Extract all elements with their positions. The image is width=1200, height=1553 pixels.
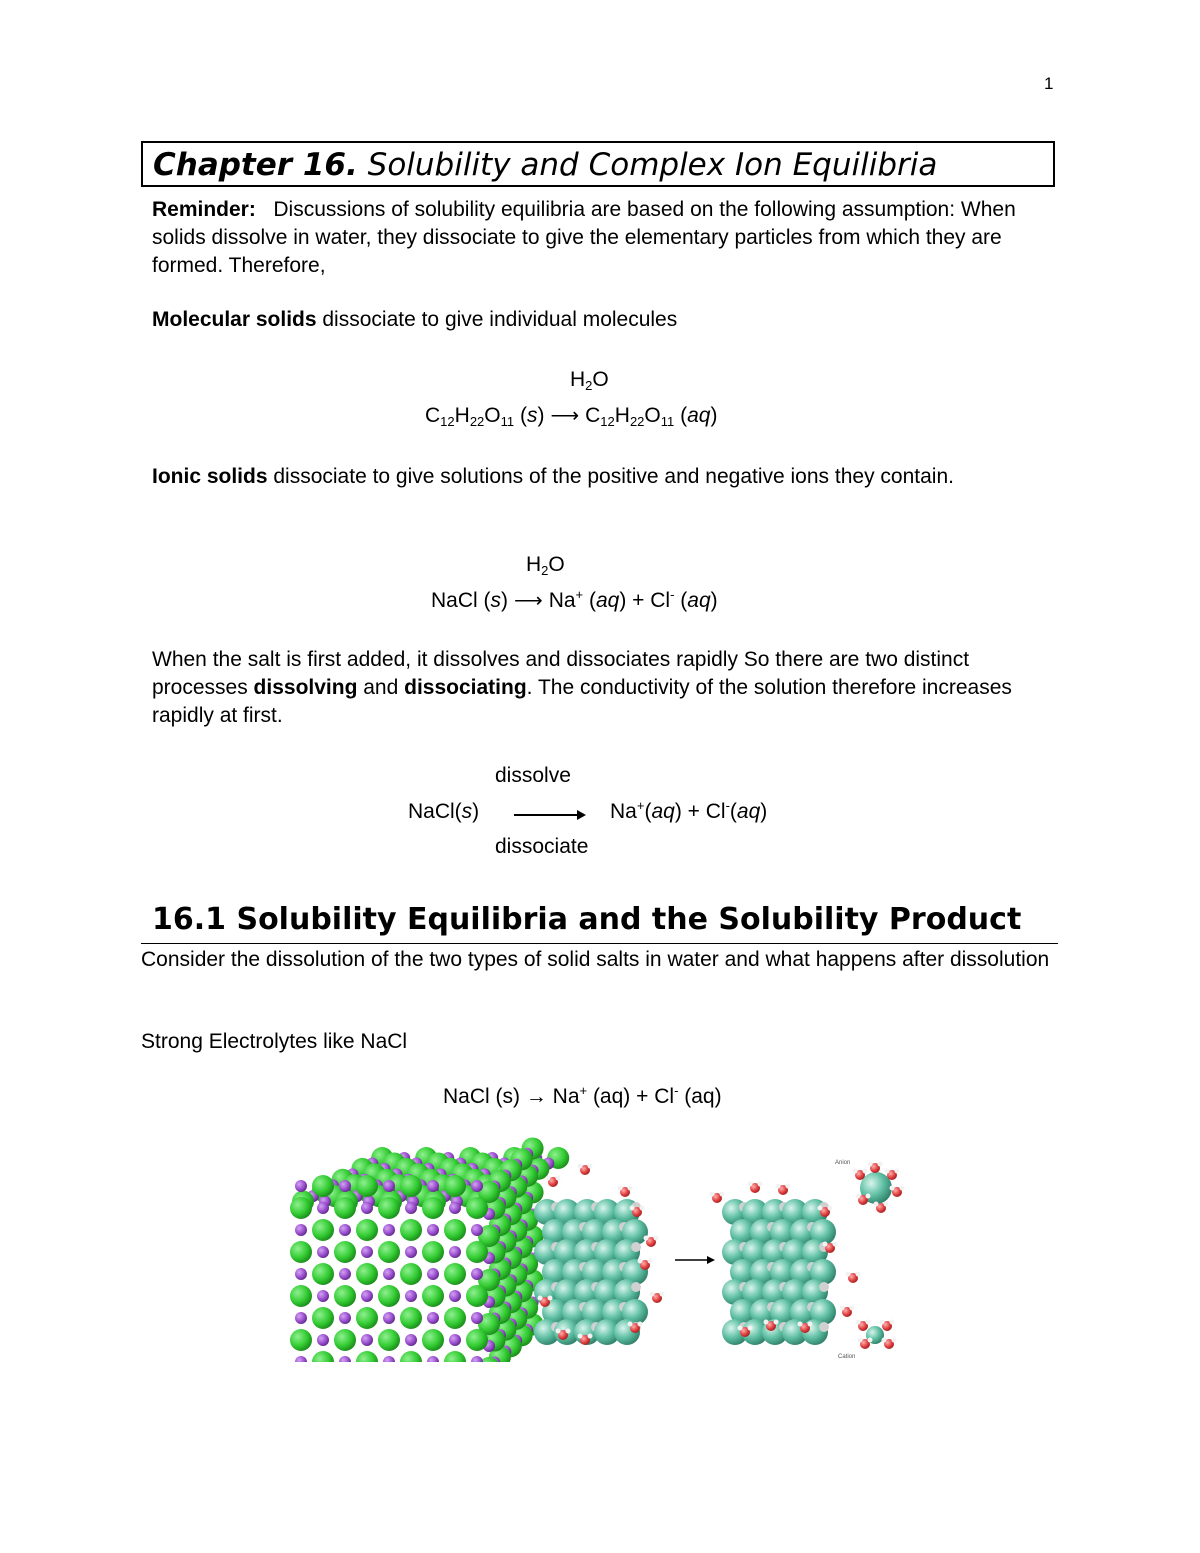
water-hydrogen <box>776 1184 781 1189</box>
eq3-state-s: s <box>461 800 473 823</box>
eq2-state-s: s <box>490 589 502 612</box>
water-hydrogen <box>882 1338 887 1343</box>
water-hydrogen <box>863 1169 868 1174</box>
molecular-paragraph <box>152 306 1032 334</box>
cl-ion <box>312 1175 334 1197</box>
na-ion <box>361 1290 373 1302</box>
salt-and: and <box>357 676 405 699</box>
eq1-state-s: s <box>526 404 538 427</box>
cl-ion <box>334 1197 356 1219</box>
water-hydrogen <box>878 1162 883 1167</box>
na-ion <box>405 1202 417 1214</box>
na-ion <box>471 1312 483 1324</box>
water-hydrogen <box>648 1259 653 1264</box>
water-hydrogen <box>720 1192 725 1197</box>
cl-ion <box>466 1241 488 1263</box>
water-hydrogen <box>880 1320 885 1325</box>
water-hydrogen <box>556 1329 561 1334</box>
water-hydrogen <box>895 1169 900 1174</box>
na-ion <box>405 1334 417 1346</box>
reminder-label: Reminder: <box>152 198 256 221</box>
cl-ion <box>378 1329 400 1351</box>
eq3-left: NaCl(s) <box>408 800 480 823</box>
water-hydrogen <box>538 1296 543 1301</box>
eq4-mid: (aq) + Cl <box>587 1085 675 1108</box>
water-hydrogen <box>833 1242 838 1247</box>
na-ion <box>339 1356 351 1362</box>
molecular-text: dissociate to give individual molecules <box>316 308 678 331</box>
na-ion <box>427 1356 439 1362</box>
water-hydrogen <box>588 1164 593 1169</box>
cl-ion <box>290 1285 312 1307</box>
water-hydrogen <box>710 1192 715 1197</box>
na-ion <box>317 1334 329 1346</box>
na-ion <box>317 1246 329 1258</box>
cl-ion <box>356 1351 378 1362</box>
cl-ion <box>312 1263 334 1285</box>
eq1-state-aq: aq <box>687 404 711 427</box>
chapter-title <box>141 141 1055 187</box>
water-hydrogen <box>650 1292 655 1297</box>
water-hydrogen <box>748 1326 753 1331</box>
eq3-aq-1: aq <box>651 800 675 823</box>
water-hydrogen <box>548 1296 553 1301</box>
eq4-plus: + <box>579 1083 588 1098</box>
na-ion <box>427 1224 439 1236</box>
water-hydrogen <box>786 1184 791 1189</box>
na-ion <box>471 1356 483 1362</box>
cl-ion <box>312 1307 334 1329</box>
eq1-arrow-icon: ⟶ <box>550 405 580 427</box>
chapter-name: Solubility and Complex Ion Equilibria <box>357 147 938 183</box>
eq3-bottom-label: dissociate <box>495 835 589 858</box>
na-ion <box>361 1334 373 1346</box>
na-ion <box>449 1246 461 1258</box>
cl-ion <box>444 1175 466 1197</box>
water-hydrogen <box>630 1206 635 1211</box>
section-heading: 16.1 Solubility Equilibria and the Solubility Product <box>152 902 1022 937</box>
water-hydrogen <box>856 1320 861 1325</box>
na-ion <box>427 1312 439 1324</box>
cl-ion <box>356 1219 378 1241</box>
water-hydrogen <box>885 1169 890 1174</box>
cl-ion <box>290 1197 312 1219</box>
water-hydrogen <box>858 1338 863 1343</box>
water-hydrogen <box>856 1272 861 1277</box>
water-hydrogen <box>546 1176 551 1181</box>
cl-ion <box>378 1241 400 1263</box>
strong-electrolytes: Strong Electrolytes like NaCl <box>141 1030 408 1053</box>
na-ion <box>317 1202 329 1214</box>
water-hydrogen <box>628 1186 633 1191</box>
ionic-text: dissociate to give solutions of the positive and negative ions they contain. <box>267 465 954 488</box>
na-ion <box>295 1356 307 1362</box>
ionic-label: Ionic solids <box>152 465 268 488</box>
water-hydrogen <box>638 1322 643 1327</box>
na-ion <box>295 1312 307 1324</box>
water-hydrogen <box>738 1326 743 1331</box>
water-hydrogen <box>853 1169 858 1174</box>
na-ion <box>471 1224 483 1236</box>
na-ion <box>405 1290 417 1302</box>
cl-ion <box>400 1263 422 1285</box>
na-ion <box>449 1334 461 1346</box>
na-ion <box>361 1202 373 1214</box>
salt-text-1: When the salt is first added, it dissolves and dissociates rapidly So there are two distinct processes <box>152 648 970 699</box>
water-hydrogen <box>566 1329 571 1334</box>
na-ion <box>361 1246 373 1258</box>
cl-ion <box>400 1351 422 1362</box>
chapter-number: Chapter 16. <box>153 147 358 183</box>
eq2-equation: NaCl (s) ⟶ Na+ (aq) + Cl- (aq) <box>431 587 718 615</box>
cl-ion <box>466 1285 488 1307</box>
cl-ion <box>334 1241 356 1263</box>
cl-ion <box>378 1285 400 1307</box>
cl-ion <box>444 1219 466 1241</box>
reminder-paragraph <box>152 196 1032 280</box>
cl-ion <box>290 1329 312 1351</box>
na-ion <box>339 1180 351 1192</box>
crystal-in-water <box>534 1164 665 1346</box>
water-hydrogen <box>748 1182 753 1187</box>
salt-text-2: . The conductivity of the solution therefore increases rapidly at first. <box>152 676 1012 727</box>
water-hydrogen <box>846 1272 851 1277</box>
water-hydrogen <box>866 1194 871 1199</box>
eq3-top-label: dissolve <box>495 764 571 787</box>
cl-ion <box>312 1219 334 1241</box>
water-hydrogen <box>868 1162 873 1167</box>
na-ion <box>819 1322 829 1332</box>
eq1-equation: $C_{12}H_{22}O_{11}$ (s) ⟶ $C_{12}H_{22}O_{11}$ (aq) <box>425 404 718 429</box>
na-ion <box>449 1202 461 1214</box>
na-ion <box>819 1282 829 1292</box>
water-hydrogen <box>856 1194 861 1199</box>
water-hydrogen <box>578 1164 583 1169</box>
water-hydrogen <box>798 1322 803 1327</box>
water-hydrogen <box>628 1322 633 1327</box>
eq2-arrow-icon: ⟶ <box>514 590 543 612</box>
na-ion <box>471 1180 483 1192</box>
na-ion <box>383 1312 395 1324</box>
cl-ion <box>466 1197 488 1219</box>
eq2-aq-2: aq <box>687 589 711 612</box>
na-ion <box>427 1180 439 1192</box>
nacl-crystal-lattice <box>290 1137 569 1362</box>
water-hydrogen <box>758 1182 763 1187</box>
na-ion <box>295 1224 307 1236</box>
water-hydrogen <box>900 1186 905 1191</box>
cl-ion <box>444 1351 466 1362</box>
na-ion <box>295 1180 307 1192</box>
cation-label: Cation <box>838 1354 856 1360</box>
section-intro: Consider the dissolution of the two types of solid salts in water and what happens after dissolution <box>141 948 1050 971</box>
water-hydrogen <box>823 1242 828 1247</box>
na-ion <box>471 1268 483 1280</box>
eq2-cl: + Cl <box>626 589 671 612</box>
anion-label: Anion <box>835 1160 851 1166</box>
na-ion <box>631 1282 641 1292</box>
water-hydrogen <box>892 1338 897 1343</box>
cl-ion <box>400 1219 422 1241</box>
cl-ion <box>356 1263 378 1285</box>
water-hydrogen <box>764 1320 769 1325</box>
cl-ion <box>334 1285 356 1307</box>
water-hydrogen <box>850 1306 855 1311</box>
ionic-paragraph <box>152 463 1032 491</box>
eq3-cl: + Cl <box>681 800 726 823</box>
salt-bold-dissolving: dissolving <box>253 676 358 699</box>
water-hydrogen <box>890 1186 895 1191</box>
water-hydrogen <box>640 1206 645 1211</box>
water-hydrogen <box>840 1306 845 1311</box>
salt-bold-dissociating: dissociating <box>404 676 527 699</box>
water-hydrogen <box>808 1322 813 1327</box>
cl-ion <box>290 1241 312 1263</box>
cl-ion <box>356 1307 378 1329</box>
cl-ion <box>444 1263 466 1285</box>
eq4-minus: - <box>674 1083 679 1098</box>
cl-ion <box>312 1351 334 1362</box>
eq2-solvent: $H_2O$ <box>526 553 565 578</box>
eq3-minus: - <box>725 798 730 813</box>
cl-ion <box>422 1329 444 1351</box>
water-hydrogen <box>866 1320 871 1325</box>
na-ion <box>449 1290 461 1302</box>
water-hydrogen <box>644 1236 649 1241</box>
dissolving-crystal <box>710 1162 905 1350</box>
na-ion <box>383 1224 395 1236</box>
water-hydrogen <box>818 1206 823 1211</box>
eq4-end: (aq) <box>678 1085 722 1108</box>
cl-ion <box>400 1175 422 1197</box>
eq2-left: NaCl ( <box>431 589 491 612</box>
water-hydrogen <box>638 1259 643 1264</box>
cl-ion <box>400 1307 422 1329</box>
water-hydrogen <box>828 1206 833 1211</box>
water-hydrogen <box>774 1320 779 1325</box>
water-hydrogen <box>618 1186 623 1191</box>
water-hydrogen <box>868 1338 873 1343</box>
eq4-text: NaCl (s) → Na <box>443 1085 580 1108</box>
salt-paragraph <box>152 646 1032 730</box>
eq3-aq-2: aq <box>736 800 761 823</box>
eq2-aq-1: aq <box>595 589 620 612</box>
page-number: 1 <box>1044 74 1054 93</box>
water-hydrogen <box>578 1334 583 1339</box>
water-hydrogen <box>556 1176 561 1181</box>
water-hydrogen <box>884 1202 889 1207</box>
water-hydrogen <box>874 1202 879 1207</box>
eq2-na: Na <box>548 589 576 612</box>
cl-ion <box>334 1329 356 1351</box>
eq1-solvent: $H_2O$ <box>570 368 609 393</box>
na-ion <box>339 1268 351 1280</box>
cl-ion <box>356 1175 378 1197</box>
na-ion <box>383 1268 395 1280</box>
eq2-plus: + <box>575 587 584 602</box>
cl-ion <box>466 1329 488 1351</box>
cl-ion <box>444 1307 466 1329</box>
na-ion <box>339 1312 351 1324</box>
water-hydrogen <box>588 1334 593 1339</box>
cl-ion <box>378 1197 400 1219</box>
reminder-text: Discussions of solubility equilibria are based on the following assumption: When solids dissolve in water, they dissociate to give the elementary particles from which they are formed. Therefore, <box>152 198 1022 277</box>
na-ion <box>631 1242 641 1252</box>
na-ion <box>427 1268 439 1280</box>
cl-ion <box>422 1241 444 1263</box>
na-ion <box>339 1224 351 1236</box>
water-hydrogen <box>660 1292 665 1297</box>
dissolution-figure <box>285 1130 915 1362</box>
molecular-label: Molecular solids <box>152 308 317 331</box>
eq3-na: Na <box>610 800 637 823</box>
na-ion <box>405 1246 417 1258</box>
na-ion <box>295 1268 307 1280</box>
cl-ion <box>422 1197 444 1219</box>
eq3-right: Na+(aq) + Cl-(aq) <box>610 798 768 823</box>
cl-ion <box>422 1285 444 1307</box>
water-hydrogen <box>654 1236 659 1241</box>
eq3-left-text: NaCl( <box>408 800 462 823</box>
eq2-minus: - <box>670 587 675 602</box>
reaction-arrow-icon <box>675 1256 715 1264</box>
na-ion <box>383 1180 395 1192</box>
na-ion <box>383 1356 395 1362</box>
water-hydrogen <box>890 1320 895 1325</box>
section-rule <box>141 943 1058 944</box>
eq3-arrow-icon <box>514 814 584 816</box>
eq4-equation <box>443 1083 722 1111</box>
eq3-plus: + <box>636 798 645 813</box>
na-ion <box>317 1290 329 1302</box>
